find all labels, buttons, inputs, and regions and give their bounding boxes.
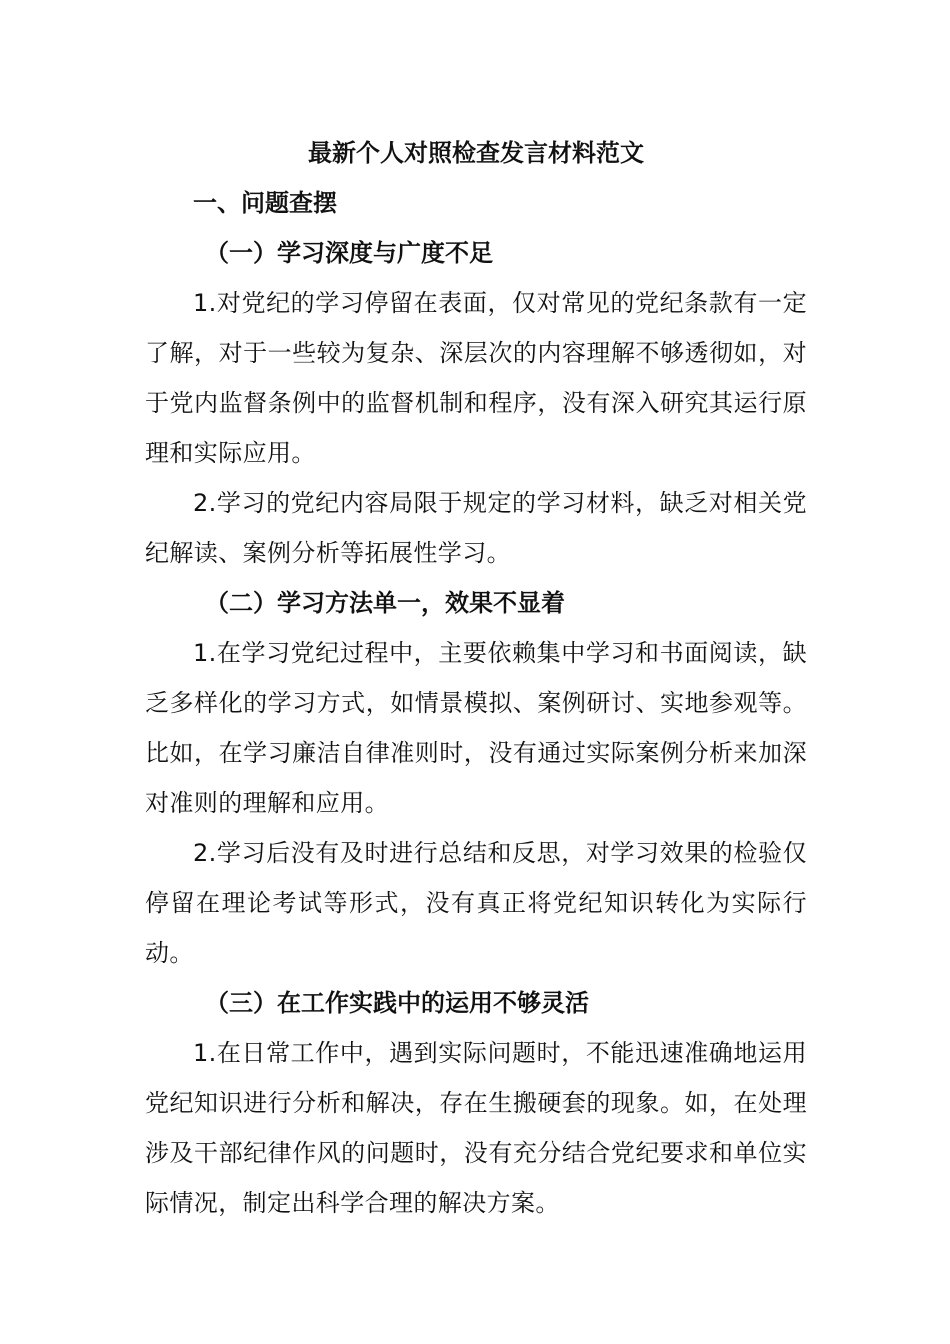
subsection-heading-3: （三）在工作实践中的运用不够灵活 (205, 989, 589, 1017)
section-heading-1: 一、问题查摆 (193, 189, 337, 217)
paragraph: 1.在日常工作中，遇到实际问题时，不能迅速准确地运用党纪知识进行分析和解决，存在生搬硬套的现象。如，在处理涉及干部纪律作风的问题时，没有充分结合党纪要求和单位实际情况，制定出科学合理的解决方案。 (145, 1039, 807, 1217)
paragraph: 1.在学习党纪过程中，主要依赖集中学习和书面阅读，缺乏多样化的学习方式，如情景模拟、案例研讨、实地参观等。比如，在学习廉洁自律准则时，没有通过实际案例分析来加深对准则的理解和应用。 (145, 639, 807, 817)
document-title: 最新个人对照检查发言材料范文 (308, 139, 644, 167)
paragraph: 2.学习的党纪内容局限于规定的学习材料，缺乏对相关党纪解读、案例分析等拓展性学习。 (145, 489, 807, 567)
paragraph: 1.对党纪的学习停留在表面，仅对常见的党纪条款有一定了解，对于一些较为复杂、深层次的内容理解不够透彻如，对于党内监督条例中的监督机制和程序，没有深入研究其运行原理和实际应用。 (145, 289, 807, 467)
subsection-heading-1: （一）学习深度与广度不足 (205, 239, 493, 267)
subsection-heading-2: （二）学习方法单一，效果不显着 (205, 589, 565, 617)
paragraph: 2.学习后没有及时进行总结和反思，对学习效果的检验仅停留在理论考试等形式，没有真正将党纪知识转化为实际行动。 (145, 839, 807, 967)
document-body (145, 128, 807, 1228)
